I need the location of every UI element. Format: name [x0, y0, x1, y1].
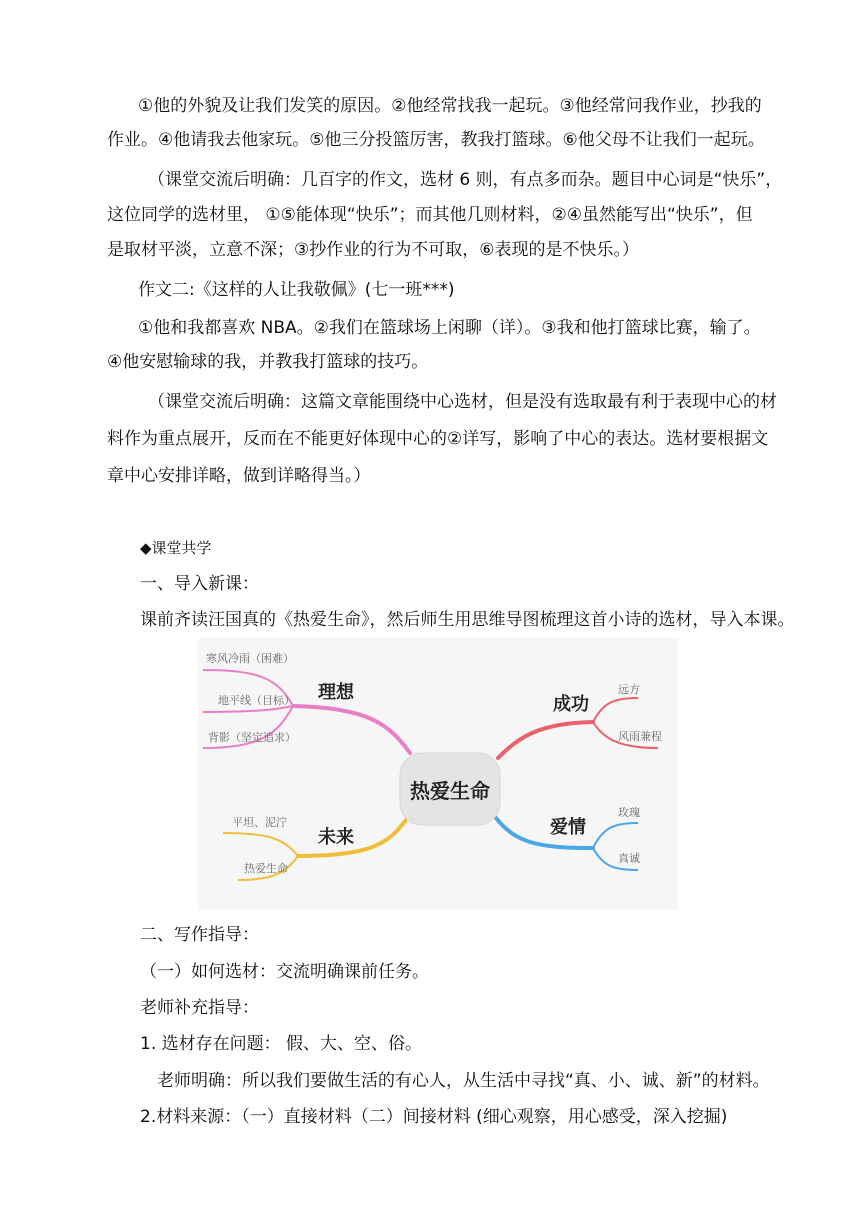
- leaf-success-1: 远方: [618, 683, 640, 696]
- paragraph-line: 料作为重点展开，反而在不能更好体现中心的②详写，影响了中心的表达。选材要根据文: [107, 429, 769, 449]
- center-label: 热爱生命: [410, 779, 490, 803]
- paragraph-line: 老师补充指导：: [140, 998, 259, 1018]
- paragraph-line: ①他的外貌及让我们发笑的原因。②他经常找我一起玩。③他经常问我作业，抄我的: [138, 96, 762, 116]
- leaf-future-1: 平坦、泥泞: [232, 816, 287, 829]
- paragraph-line: （课堂交流后明确：这篇文章能围绕中心选材，但是没有选取最有利于表现中心的材: [148, 392, 777, 412]
- branch-ideal: [203, 651, 410, 753]
- leaf-success-2: 风雨兼程: [618, 730, 662, 743]
- branch-label-ideal: 理想: [318, 682, 354, 703]
- essay-title: 作文二:《这样的人让我敬佩》(七一班***): [138, 280, 455, 300]
- section-heading: 一、导入新课：: [140, 574, 259, 594]
- leaf-ideal-3: 背影（坚定追求）: [208, 731, 296, 744]
- center-node: [400, 753, 500, 825]
- mind-map-diagram: [198, 638, 678, 910]
- mind-map-image: [198, 638, 678, 910]
- section-heading: 二、写作指导：: [140, 925, 259, 945]
- paragraph-line: ①他和我都喜欢 NBA。②我们在篮球场上闲聊（详）。③我和他打篮球比赛，输了。: [138, 318, 761, 338]
- leaf-future-2: 热爱生命: [244, 862, 288, 875]
- paragraph-line: 这位同学的选材里， ①⑤能体现“快乐”；而其他几则材料，②④虽然能写出“快乐”，但: [107, 205, 753, 225]
- paragraph-line: 课前齐读汪国真的《热爱生命》，然后师生用思维导图梳理这首小诗的选材，导入本课。: [140, 610, 795, 630]
- branch-love: [496, 805, 640, 870]
- paragraph-line: 章中心安排详略，做到详略得当。）: [107, 466, 371, 486]
- paragraph-line: 是取材平淡，立意不深；③抄作业的行为不可取，⑥表现的是不快乐。）: [107, 240, 639, 260]
- leaf-love-2: 真诚: [618, 852, 640, 865]
- paragraph-line: 老师明确：所以我们要做生活的有心人，从生活中寻找“真、小、诚、新”的材料。: [157, 1071, 770, 1091]
- sub-heading: （一）如何选材：交流明确课前任务。: [140, 962, 429, 982]
- branch-future: [223, 815, 406, 880]
- paragraph-line: 作业。④他请我去他家玩。⑤他三分投篮厉害，教我打篮球。⑥他父母不让我们一起玩。: [107, 130, 765, 150]
- branch-label-love: 爱情: [550, 817, 586, 838]
- paragraph-line: 2.材料来源：（一）直接材料（二）间接材料 (细心观察，用心感受，深入挖掘): [140, 1107, 728, 1127]
- leaf-ideal-1: 寒风冷雨（困难）: [206, 652, 294, 665]
- leaf-ideal-2: 地平线（目标）: [218, 694, 295, 707]
- paragraph-line: （课堂交流后明确：几百字的作文，选材 6 则，有点多而杂。题目中心词是“快乐”，: [148, 170, 783, 190]
- paragraph-line: ④他安慰输球的我，并教我打篮球的技巧。: [107, 352, 429, 372]
- branch-label-future: 未来: [318, 827, 354, 848]
- leaf-love-1: 玫瑰: [618, 806, 640, 819]
- branch-label-success: 成功: [553, 694, 589, 715]
- paragraph-line: 1. 选材存在问题： 假、大、空、俗。: [140, 1034, 423, 1054]
- section-heading: ◆课堂共学: [140, 539, 212, 557]
- branch-success: [498, 682, 662, 758]
